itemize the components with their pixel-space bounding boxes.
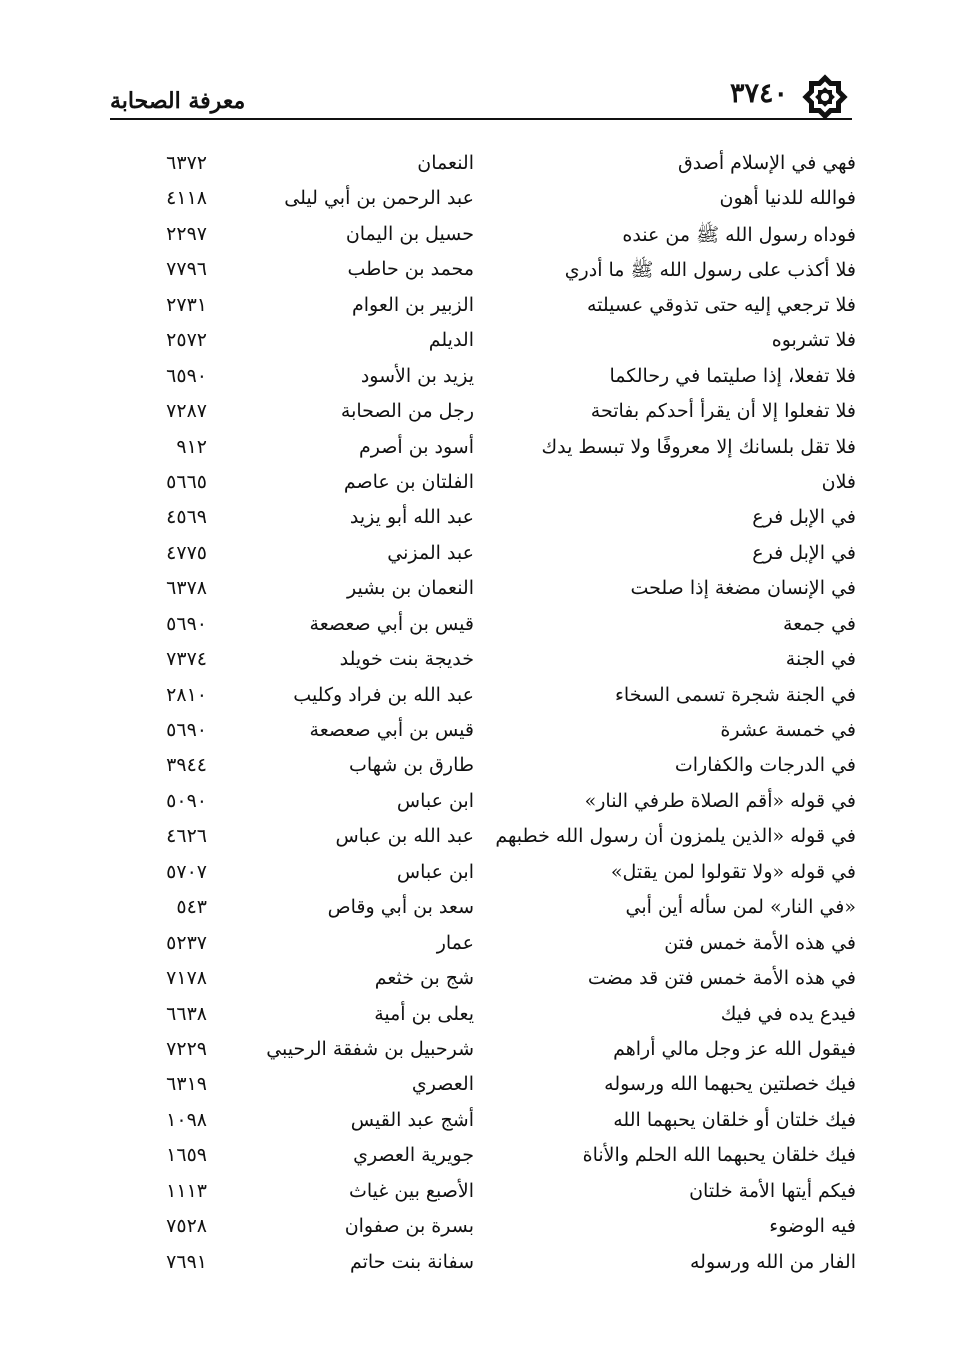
reference-number: ٧٥٢٨ (166, 1215, 207, 1238)
hadith-phrase: فيك خلقان يحبهما الله الحلم والأناة (582, 1144, 856, 1167)
index-row (0, 396, 962, 431)
hadith-phrase: في الدرجات والكفارات (674, 754, 856, 777)
index-row (0, 680, 962, 715)
narrator-name: عبد الله بن عباس (335, 825, 474, 848)
narrator-name: الأصبع بين غياث (348, 1179, 474, 1202)
reference-number: ٥٦٩٠ (166, 719, 207, 741)
narrator-name: بسرة بن صفوان (344, 1215, 474, 1238)
index-row (0, 786, 962, 821)
narrator-name: ابن عباس (396, 789, 474, 812)
hadith-phrase: في الإنسان مضغة إذا صلحت (630, 577, 856, 600)
hadith-phrase: فلا أكذب على رسول الله ﷺ ما أدري (564, 259, 856, 282)
reference-number: ٢٧٣١ (166, 293, 207, 316)
narrator-name: سفانة بنت حاتم (349, 1250, 474, 1273)
index-row (0, 1211, 962, 1246)
hadith-phrase: فيدع يده في فيك (720, 1002, 856, 1025)
narrator-name: حسيل بن اليمان (345, 222, 474, 245)
hadith-phrase: فيك خلتان أو خلقان يحبهما الله (613, 1108, 856, 1131)
hadith-phrase: الفار من الله ورسوله (689, 1250, 856, 1273)
octagonal-star-ornament-icon (800, 72, 850, 122)
hadith-phrase: فلان (821, 470, 856, 493)
reference-number: ٥٠٩٠ (166, 789, 207, 812)
narrator-name: النعمان (417, 152, 474, 174)
index-row (0, 1176, 962, 1211)
narrator-name: الزبير بن العوام (352, 293, 474, 316)
narrator-name: قيس بن أبي صعصعة (309, 719, 474, 741)
reference-number: ٥٢٣٧ (166, 931, 207, 954)
narrator-name: جويرية العصري (353, 1144, 474, 1167)
reference-number: ٤٦٢٦ (166, 825, 207, 848)
index-row (0, 963, 962, 998)
index-row (0, 467, 962, 502)
reference-number: ٧٣٧٤ (166, 648, 207, 671)
hadith-phrase: فلا تفعلا، إذا صليتما في رحالكما (609, 364, 856, 387)
index-row (0, 999, 962, 1034)
reference-number: ٤١١٨ (166, 187, 207, 210)
hadith-phrase: فوداه رسول الله ﷺ من عنده (622, 223, 856, 246)
hadith-phrase: في قوله «أقم الصلاة طرفي النار» (584, 789, 856, 812)
reference-number: ٩١٢ (176, 435, 207, 458)
narrator-name: ابن عباس (396, 860, 474, 883)
reference-number: ٧٦٩١ (166, 1250, 207, 1273)
hadith-phrase: في الإبل فرع (752, 541, 856, 564)
hadith-phrase: فهي في الإسلام أصدق (678, 152, 856, 174)
index-row (0, 325, 962, 360)
narrator-name: النعمان بن بشير (347, 577, 474, 600)
hadith-phrase: فيكم أيتها الأمة خلتان (689, 1179, 856, 1202)
reference-number: ٥٧٠٧ (166, 860, 207, 883)
hadith-phrase: «في النار» لمن سأله أين أبي (625, 896, 856, 919)
index-row (0, 1105, 962, 1140)
narrator-name: عبد الله بن فراد وكليب (293, 683, 474, 706)
index-row (0, 857, 962, 892)
index-row (0, 502, 962, 537)
reference-number: ٢٢٩٧ (166, 222, 207, 245)
index-row (0, 290, 962, 325)
reference-number: ٢٨١٠ (166, 683, 207, 706)
narrator-name: محمد بن حاطب (347, 258, 474, 281)
narrator-name: قيس بن أبي صعصعة (309, 612, 474, 635)
hadith-phrase: فيك خصلتين يحبهما الله ورسوله (604, 1073, 856, 1096)
narrator-name: رجل من الصحابة (340, 400, 474, 423)
index-row (0, 892, 962, 927)
hadith-phrase: فيه الوضوء (769, 1215, 856, 1238)
hadith-phrase: فلا تفعلوا إلا أن يقرأ أحدكم بفاتحة (590, 400, 856, 423)
index-row (0, 432, 962, 467)
narrator-name: شج بن خثعم (374, 967, 474, 990)
narrator-name: عبد الرحمن بن أبي ليلى (284, 187, 474, 210)
reference-number: ٦٣٧٨ (166, 577, 207, 600)
index-row (0, 1140, 962, 1175)
narrator-name: يعلى بن أمية (374, 1002, 474, 1025)
hadith-phrase: فوالله للدنيا أهون (719, 187, 856, 210)
narrator-name: خديجة بنت خويلد (339, 648, 474, 671)
hadith-phrase: فلا ترجعي إليه حتى تذوقي عسيلته (586, 293, 856, 316)
narrator-name: عبد المزني (387, 541, 474, 564)
reference-number: ٦٦٣٨ (166, 1002, 207, 1025)
index-row (0, 254, 962, 289)
hadith-phrase: في خمسة عشرة (720, 719, 856, 741)
reference-number: ٦٣٧٢ (166, 152, 207, 174)
reference-number: ٥٦٦٥ (166, 470, 207, 493)
index-row (0, 1247, 962, 1282)
header-rule (110, 118, 852, 120)
index-row (0, 928, 962, 963)
reference-number: ٧١٧٨ (166, 967, 207, 990)
narrator-name: الفلتان بن عاصم (343, 470, 474, 493)
narrator-name: سعد بن أبي وقاص (327, 896, 474, 919)
narrator-name: الديلم (428, 329, 474, 352)
hadith-phrase: فلا تقل بلسانك إلا معروفًا ولا تبسط يدك (541, 435, 856, 458)
reference-number: ٧٧٩٦ (166, 258, 207, 281)
hadith-phrase: في جمعة (782, 612, 856, 635)
narrator-name: عبد الله أبو يزيد (349, 506, 474, 529)
hadith-phrase: في قوله «ولا تقولوا لمن يقتل» (610, 860, 856, 883)
index-row (0, 715, 962, 750)
narrator-name: أسود بن أصرم (359, 435, 474, 458)
hadith-phrase: فيقول الله عز وجل مالي أراهم (613, 1037, 856, 1060)
index-list (0, 148, 962, 1282)
index-row (0, 1034, 962, 1069)
reference-number: ٧٢٨٧ (166, 400, 207, 423)
hadith-phrase: في هذه الأمة خمس فتن (664, 931, 856, 954)
index-row (0, 573, 962, 608)
index-row (0, 361, 962, 396)
hadith-phrase: في هذه الأمة خمس فتن قد مضت (587, 967, 856, 990)
index-row (0, 644, 962, 679)
reference-number: ٤٥٦٩ (166, 506, 207, 529)
reference-number: ٥٦٩٠ (166, 612, 207, 635)
reference-number: ١٦٥٩ (166, 1144, 207, 1167)
reference-number: ٥٤٣ (176, 896, 207, 919)
reference-number: ٦٣١٩ (166, 1073, 207, 1096)
book-title: معرفة الصحابة (110, 88, 246, 114)
reference-number: ١١١٣ (166, 1179, 207, 1202)
index-row (0, 183, 962, 218)
hadith-phrase: في الجنة شجرة تسمى السخاء (614, 683, 856, 706)
page-number: ٣٧٤٠ (729, 78, 788, 109)
index-row (0, 538, 962, 573)
reference-number: ٦٥٩٠ (166, 364, 207, 387)
index-row (0, 1069, 962, 1104)
hadith-phrase: في الإبل فرع (752, 506, 856, 529)
narrator-name: طارق بن شهاب (348, 754, 474, 777)
index-row (0, 821, 962, 856)
narrator-name: عمار (436, 931, 474, 954)
narrator-name: يزيد بن الأسود (360, 364, 474, 387)
reference-number: ٤٧٧٥ (166, 541, 207, 564)
reference-number: ٣٩٤٤ (166, 754, 207, 777)
reference-number: ١٠٩٨ (166, 1108, 207, 1131)
narrator-name: شرحبيل بن شفقة الرحيبي (266, 1037, 474, 1060)
narrator-name: العصري (411, 1073, 474, 1096)
reference-number: ٢٥٧٢ (166, 329, 207, 352)
page-header (110, 72, 850, 122)
hadith-phrase: فلا تشربوه (771, 329, 856, 352)
narrator-name: أشج عبد القيس (350, 1108, 474, 1131)
reference-number: ٧٢٢٩ (166, 1037, 207, 1060)
index-row (0, 750, 962, 785)
index-row (0, 219, 962, 254)
hadith-phrase: في قوله «الذين يلمزون أن رسول الله خطبهم (495, 825, 856, 848)
index-row (0, 609, 962, 644)
index-row (0, 148, 962, 183)
hadith-phrase: في الجنة (785, 648, 856, 671)
